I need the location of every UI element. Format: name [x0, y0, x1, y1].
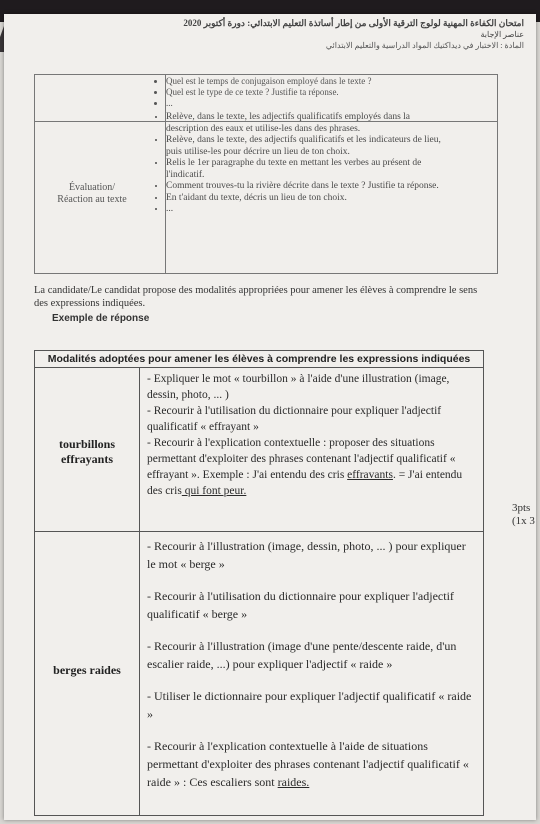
header-line-1: امتحان الكفاءة المهنية لولوج الترقية الأولى من إطار أساتذة التعليم الابتدائي: دورة أكتوبر 2020 [183, 18, 524, 28]
row-label-berges-raides: berges raides [53, 663, 121, 677]
table-row-divider [35, 531, 483, 532]
row-1-item [147, 435, 477, 499]
upper-top-items [154, 76, 464, 109]
row-2-item: - Recourir à l'illustration (image d'une pente/descente raide, d'un escalier raide, ...) pour expliquer l'adjectif « raide » [147, 639, 457, 671]
list-item: • Relis le 1er paragraphe du texte en mettant les verbes au présent de l'indicatif. [166, 158, 454, 181]
underlined-word: raides. [277, 775, 310, 789]
row-label-tourbillons [35, 437, 139, 467]
header-line-2: عناصر الإجابة [480, 30, 524, 39]
evaluation-label-line-2: Réaction au texte [57, 194, 127, 205]
points-note [512, 502, 535, 528]
list-item: • ... [166, 204, 454, 216]
row-1-item: - Recourir à l'utilisation du dictionnaire pour expliquer l'adjectif qualificatif « effrayant » [147, 405, 442, 433]
list-item: • Relève, dans le texte, les adjectifs qualificatifs employés dans la description des eaux et utilise-les dans des phrases. [166, 112, 454, 135]
candidate-text: La candidate/Le candidat propose des modalités appropriées pour amener les élèves à comprendre le sens des expressions indiquées. [34, 285, 478, 309]
list-item: • Quel est le type de ce texte ? Justifie ta réponse. [166, 87, 464, 98]
upper-table-first-column [35, 75, 166, 273]
points-value: 3pts [512, 502, 531, 514]
list-item: • En t'aidant du texte, décris un lieu de ton choix. [166, 193, 454, 205]
row-2-item: - Utiliser le dictionnaire pour expliquer l'adjectif qualificatif « raide » [147, 689, 472, 721]
row-1-item-text: . = J'ai entendu des cris [147, 469, 463, 497]
evaluation-label-line-1: Évaluation/ [68, 182, 116, 193]
row-2-item: - Recourir à l'utilisation du dictionnaire pour expliquer l'adjectif qualificatif « berge » [147, 589, 454, 621]
row-2-content [147, 537, 477, 805]
evaluation-label [32, 182, 152, 206]
row-1-item: - Expliquer le mot « tourbillon » à l'aide d'une illustration (image, dessin, photo, ... ) [147, 373, 450, 401]
header-line-3: المادة : الاختبار في ديداكتيك المواد الدراسية والتعليم الابتدائي [325, 41, 524, 50]
underlined-word: effravants [347, 469, 393, 481]
row-2-item: - Recourir à l'illustration (image, dessin, photo, ... ) pour expliquer le mot « berge » [147, 539, 466, 571]
candidate-block [34, 284, 480, 325]
arabic-header [84, 18, 524, 51]
list-item: • Relève, dans le texte, des adjectifs qualificatifs et les indicateurs de lieu, puis utilise-les pour décrire un lieu de ton choix. [166, 135, 454, 158]
modalities-table [34, 350, 484, 816]
list-item: • Quel est le temps de conjugaison employé dans le texte ? [166, 76, 464, 87]
row-1-content [147, 371, 477, 499]
row-2-item-text: - Recourir à l'explication contextuelle à l'aide de situations permettant d'exploiter des phrases contenant l'adjectif qualificatif « raide » : Ces escaliers sont [147, 739, 469, 789]
list-item: • ... [166, 98, 464, 109]
points-detail: (1x 3 [512, 515, 535, 527]
table-column-divider [139, 367, 140, 815]
document-page [4, 14, 536, 820]
row-label-line-2: effrayants [61, 452, 113, 466]
row-2-item [147, 737, 477, 791]
underlined-phrase: qui font peur. [181, 485, 247, 497]
row-1-item-text: - Recourir à l'explication contextuelle : proposer des situations permettant d'exploiter des phrases contenant l'adjectif qualificatif « effrayant ». Exemple : J'ai entendu des cris [147, 437, 456, 481]
upper-items [154, 112, 454, 216]
table-header: Modalités adoptées pour amener les élèves à comprendre les expressions indiquées [35, 351, 483, 368]
example-heading: Exemple de réponse [52, 313, 150, 324]
list-item: • Comment trouves-tu la rivière décrite dans le texte ? Justifie ta réponse. [166, 181, 454, 193]
row-label-line-1: tourbillons [58, 437, 115, 451]
